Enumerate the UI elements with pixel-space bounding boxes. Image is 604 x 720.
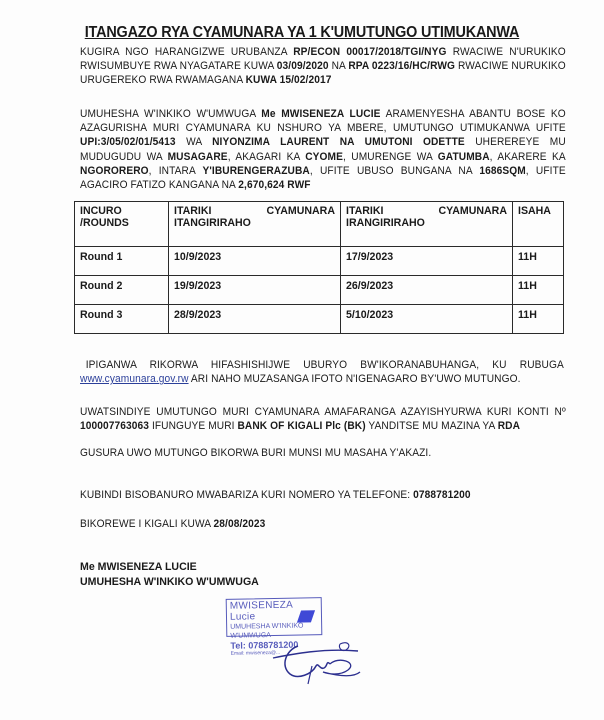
paragraph-case-reference: KUGIRA NGO HARANGIZWE URUBANZA RP/ECON 00017/2018/TGI/NYG RWACIWE N'URUKIKO RWISUMBUYE RWA NYAGATARE KUWA 03/09/2020 NA RPA 0223/16/HC/RWG RWACIWE NURUKIKO URUGEREKO RWA RWAMAGANA KUWA 15/02/2017 [80, 46, 566, 87]
paragraph-visit: GUSURA UWO MUTUNGO BIKORWA BURI MUNSI MU MASAHA Y'AKAZI. [80, 447, 432, 459]
account-number: 100007763063 [80, 420, 150, 433]
table-row [75, 276, 564, 305]
round-cell: Round 2 [75, 276, 169, 305]
table-row [75, 247, 564, 276]
auction-rounds-table [74, 201, 564, 334]
paragraph-online-bidding: IPIGANWA RIKORWA HIFASHISHIJWE UBURYO BW'IKORANABUHANGA, KU RUBUGA www.cyamunara.gov.rw ARI NAHO MUZASANGA IFOTO N'IGENAGARO BY'UWO MUTUNGO. [80, 359, 564, 386]
property-upi: UPI:3/05/02/01/5413 [80, 136, 176, 149]
village: MUSAGARE [167, 150, 228, 163]
start-date-cell: 28/9/2023 [169, 305, 341, 334]
cell: CYOME [305, 150, 344, 163]
time-cell: 11H [513, 305, 564, 334]
paragraph-payment: UWATSINDIYE UMUTUNGO MURI CYAMUNARA AMAFARANGA AZAYISHYURWA KURI KONTI Nº 100007763063 IFUNGUYE MURI BANK OF KIGALI Plc (BK) YANDITSE MU MAZINA YA RDA [80, 406, 566, 433]
district: NGORORERO [80, 164, 149, 177]
case-number-1: RP/ECON 00017/2018/TGI/NYG [293, 46, 447, 58]
auction-website-link[interactable]: www.cyamunara.gov.rw [80, 373, 189, 386]
signature-stroke [339, 643, 348, 651]
property-owners: NIYONZIMA LAURENT NA UMUTONI ODETTE [212, 136, 465, 149]
table-header-row [75, 202, 564, 247]
phone-number: 0788781200 [413, 489, 471, 501]
property-area: 1686SQM [479, 164, 526, 177]
end-date-cell: 26/9/2023 [341, 276, 513, 305]
start-date-cell: 10/9/2023 [169, 247, 341, 276]
time-cell: 11H [513, 276, 564, 305]
paragraph-property-description: UMUHESHA W'INKIKO W'UMWUGA Me MWISENEZA LUCIE ARAMENYESHA ABANTU BOSE KO AZAGURISHA MURI CYAMUNARA KU NSHURO YA MBERE, UMUTUNGO UTIMUKANWA UFITE UPI:3/05/02/01/5413 WA NIYONZIMA LAURENT NA UMUTONI ODETTE UHEREREYE MU MUDUGUDU WA MUSAGARE, AKAGARI KA CYOME, UMURENGE WA GATUMBA, AKARERE KA NGORORERO, INTARA Y'IBURENGERAZUBA, UFITE UBUSO BUNGANA NA 1686SQM, UFITE AGACIRO FATIZO KANGANA NA 2,670,624 RWF [80, 108, 566, 192]
header-end-date: ITARIKI CYAMUNARA IRANGIRIRAHO [341, 202, 513, 247]
header-rounds: INCURO /ROUNDS [75, 202, 169, 247]
signature-icon [268, 636, 363, 686]
start-date-cell: 19/9/2023 [169, 276, 341, 305]
judgment-date-2: KUWA 15/02/2017 [245, 74, 332, 87]
judgment-date-1: 03/09/2020 [276, 60, 329, 73]
bank-name: BANK OF KIGALI Plc (BK) [237, 420, 366, 433]
signature-stroke [308, 666, 312, 684]
bailiff-name: Me MWISENEZA LUCIE [261, 108, 381, 120]
time-cell: 11H [513, 247, 564, 276]
province: Y'IBURENGERAZUBA [202, 164, 310, 177]
header-time: ISAHA [513, 202, 564, 247]
paragraph-issued: BIKOREWE I KIGALI KUWA 28/08/2023 [80, 518, 266, 530]
round-cell: Round 3 [75, 305, 169, 334]
account-holder: RDA [497, 420, 521, 433]
round-cell: Round 1 [75, 247, 169, 276]
document-title: ITANGAZO RYA CYAMUNARA YA 1 K'UMUTUNGO UTIMUKANWA [84, 24, 520, 41]
case-number-2: RPA 0223/16/HC/RWG [348, 60, 456, 73]
end-date-cell: 17/9/2023 [341, 247, 513, 276]
property-value: 2,670,624 RWF [238, 179, 311, 192]
issue-date: 28/08/2023 [213, 518, 266, 530]
signatory-name: Me MWISENEZA LUCIE [80, 561, 197, 573]
signatory-block [80, 560, 259, 589]
end-date-cell: 5/10/2023 [341, 305, 513, 334]
paragraph-contact: KUBINDI BISOBANURO MWABARIZA KURI NOMERO YA TELEFONE: 0788781200 [80, 489, 471, 501]
signatory-role: UMUHESHA W'INKIKO W'UMWUGA [80, 575, 259, 588]
sector: GATUMBA [437, 150, 490, 163]
table-row [75, 305, 564, 334]
official-stamp: MWISENEZA Lucie UMUHESHA W'INKIKO W'UMWUGA Tel: 0788781200 Email: mwiseneza@... [226, 597, 323, 637]
header-start-date: ITARIKI CYAMUNARA ITANGIRIRAHO [169, 202, 341, 247]
